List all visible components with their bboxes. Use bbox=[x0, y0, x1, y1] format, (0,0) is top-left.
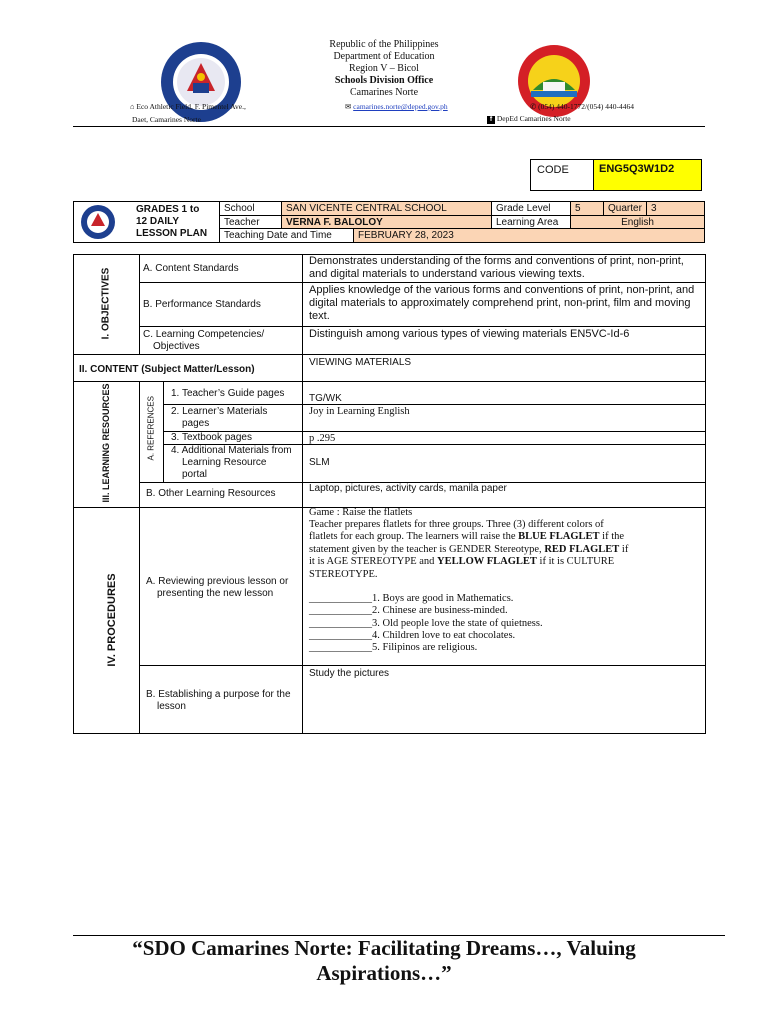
lesson-info-table bbox=[73, 201, 705, 243]
content-label: II. CONTENT (Subject Matter/Lesson) bbox=[79, 364, 255, 375]
content-value: VIEWING MATERIALS bbox=[309, 357, 412, 368]
email-line bbox=[345, 102, 448, 111]
competencies-label: C. Learning Competencies/ Objectives bbox=[143, 329, 265, 352]
establishing-purpose-value: Study the pictures bbox=[309, 668, 390, 679]
grade-value: 5 bbox=[571, 202, 604, 216]
performance-standards-label: B. Performance Standards bbox=[143, 299, 261, 310]
textbook-pages-value: p .295 bbox=[309, 433, 336, 444]
header-divider bbox=[73, 126, 705, 127]
game-instructions-line2: flatlets for each group. The learners will raise the BLUE FLAGLET if the bbox=[309, 531, 625, 542]
statement-item: ____________1. Boys are good in Mathematics. bbox=[309, 593, 514, 604]
resources-section-label: III. LEARNING RESOURCES bbox=[101, 383, 111, 503]
date-value: FEBRUARY 28, 2023 bbox=[354, 229, 704, 242]
lm-pages-value: Joy in Learning English bbox=[309, 406, 410, 417]
additional-materials-value: SLM bbox=[309, 457, 330, 468]
phone-line: ✆ (054) 440-1772/(054) 440-4464 bbox=[530, 102, 634, 111]
header-republic: Republic of the Philippines bbox=[329, 39, 439, 50]
establishing-purpose-label: B. Establishing a purpose for the lesson bbox=[146, 689, 291, 712]
header-department: Department of Education bbox=[333, 51, 435, 62]
performance-standards-value: Applies knowledge of the various forms and conventions of print, non-print, and digital materials to approximately comprehend print, non-print, film and moving text. bbox=[309, 284, 695, 322]
phone-icon: ✆ bbox=[530, 102, 537, 111]
statement-item: ____________2. Chinese are business-minded. bbox=[309, 605, 508, 616]
building-icon: ⌂ bbox=[130, 102, 135, 111]
school-label: School bbox=[220, 202, 282, 216]
quarter-value: 3 bbox=[647, 202, 704, 216]
area-label: Learning Area bbox=[492, 216, 571, 229]
facebook-icon: f bbox=[487, 116, 495, 124]
game-instructions-line1: Teacher prepares flatlets for three groups. Three (3) different colors of bbox=[309, 519, 604, 530]
address-line: ⌂ Eco Athletic Field, F. Pimentel Ave., bbox=[130, 102, 246, 111]
tg-pages-label: 1. Teacher’s Guide pages bbox=[171, 388, 285, 399]
references-label: A. REFERENCES bbox=[146, 396, 156, 461]
competencies-value: Distinguish among various types of viewing materials EN5VC-Id-6 bbox=[309, 328, 630, 340]
textbook-pages-label: 3. Textbook pages bbox=[171, 432, 252, 443]
footer-motto-line2: Aspirations…” bbox=[316, 961, 452, 985]
date-label: Teaching Date and Time bbox=[220, 229, 354, 242]
dlp-title: GRADES 1 to 12 DAILY LESSON PLAN bbox=[136, 204, 208, 239]
header-province: Camarines Norte bbox=[349, 87, 419, 98]
statement-item: ____________4. Children love to eat chocolates. bbox=[309, 630, 516, 641]
header-office: Schools Division Office bbox=[334, 75, 434, 86]
procedures-section-label: IV. PROCEDURES bbox=[106, 573, 118, 667]
game-instructions-line3: statement given by the teacher is GENDER Stereotype, RED FLAGLET if bbox=[309, 544, 629, 555]
game-instructions-line5: STEREOTYPE. bbox=[309, 569, 378, 580]
game-instructions-line4: it is AGE STEREOTYPE and YELLOW FLAGLET if it is CULTURE bbox=[309, 556, 615, 567]
facebook-line: f DepEd Camarines Norte bbox=[487, 114, 571, 124]
quarter-label: Quarter bbox=[604, 202, 647, 216]
footer-motto-line1: “SDO Camarines Norte: Facilitating Dreams…, Valuing bbox=[132, 936, 636, 960]
tg-pages-value: TG/WK bbox=[309, 393, 342, 404]
game-title: Game : Raise the flatlets bbox=[309, 507, 413, 518]
lm-pages-label: 2. Learner’s Materials pages bbox=[171, 406, 268, 429]
code-box bbox=[530, 159, 702, 191]
objectives-section-label: I. OBJECTIVES bbox=[100, 267, 112, 340]
teacher-value: VERNA F. BALOLOY bbox=[282, 216, 492, 229]
address-city: Daet, Camarines Norte bbox=[132, 115, 201, 124]
info-logo-cell bbox=[74, 202, 220, 242]
deped-mini-seal bbox=[80, 204, 116, 240]
grade-label: Grade Level bbox=[492, 202, 571, 216]
statement-item: ____________5. Filipinos are religious. bbox=[309, 642, 478, 653]
header-region: Region V – Bicol bbox=[349, 63, 419, 74]
additional-materials-label: 4. Additional Materials from Learning Resource portal bbox=[171, 445, 292, 480]
statement-item: ____________3. Old people love the state of quietness. bbox=[309, 618, 543, 629]
code-label: CODE bbox=[531, 160, 594, 190]
reviewing-lesson-label: A. Reviewing previous lesson or presenting the new lesson bbox=[146, 576, 289, 599]
content-standards-label: A. Content Standards bbox=[143, 263, 239, 274]
envelope-icon: ✉ bbox=[345, 102, 352, 111]
teacher-label: Teacher bbox=[220, 216, 282, 229]
other-resources-label: B. Other Learning Resources bbox=[146, 488, 276, 499]
area-value: English bbox=[571, 216, 704, 229]
school-value: SAN VICENTE CENTRAL SCHOOL bbox=[282, 202, 492, 216]
email-link[interactable]: camarines.norte@deped.gov.ph bbox=[353, 102, 448, 111]
code-value: ENG5Q3W1D2 bbox=[594, 160, 701, 190]
content-standards-value: Demonstrates understanding of the forms and conventions of print, non-print, and digital materials to understand various viewing texts. bbox=[309, 255, 684, 280]
other-resources-value: Laptop, pictures, activity cards, manila paper bbox=[309, 483, 507, 494]
